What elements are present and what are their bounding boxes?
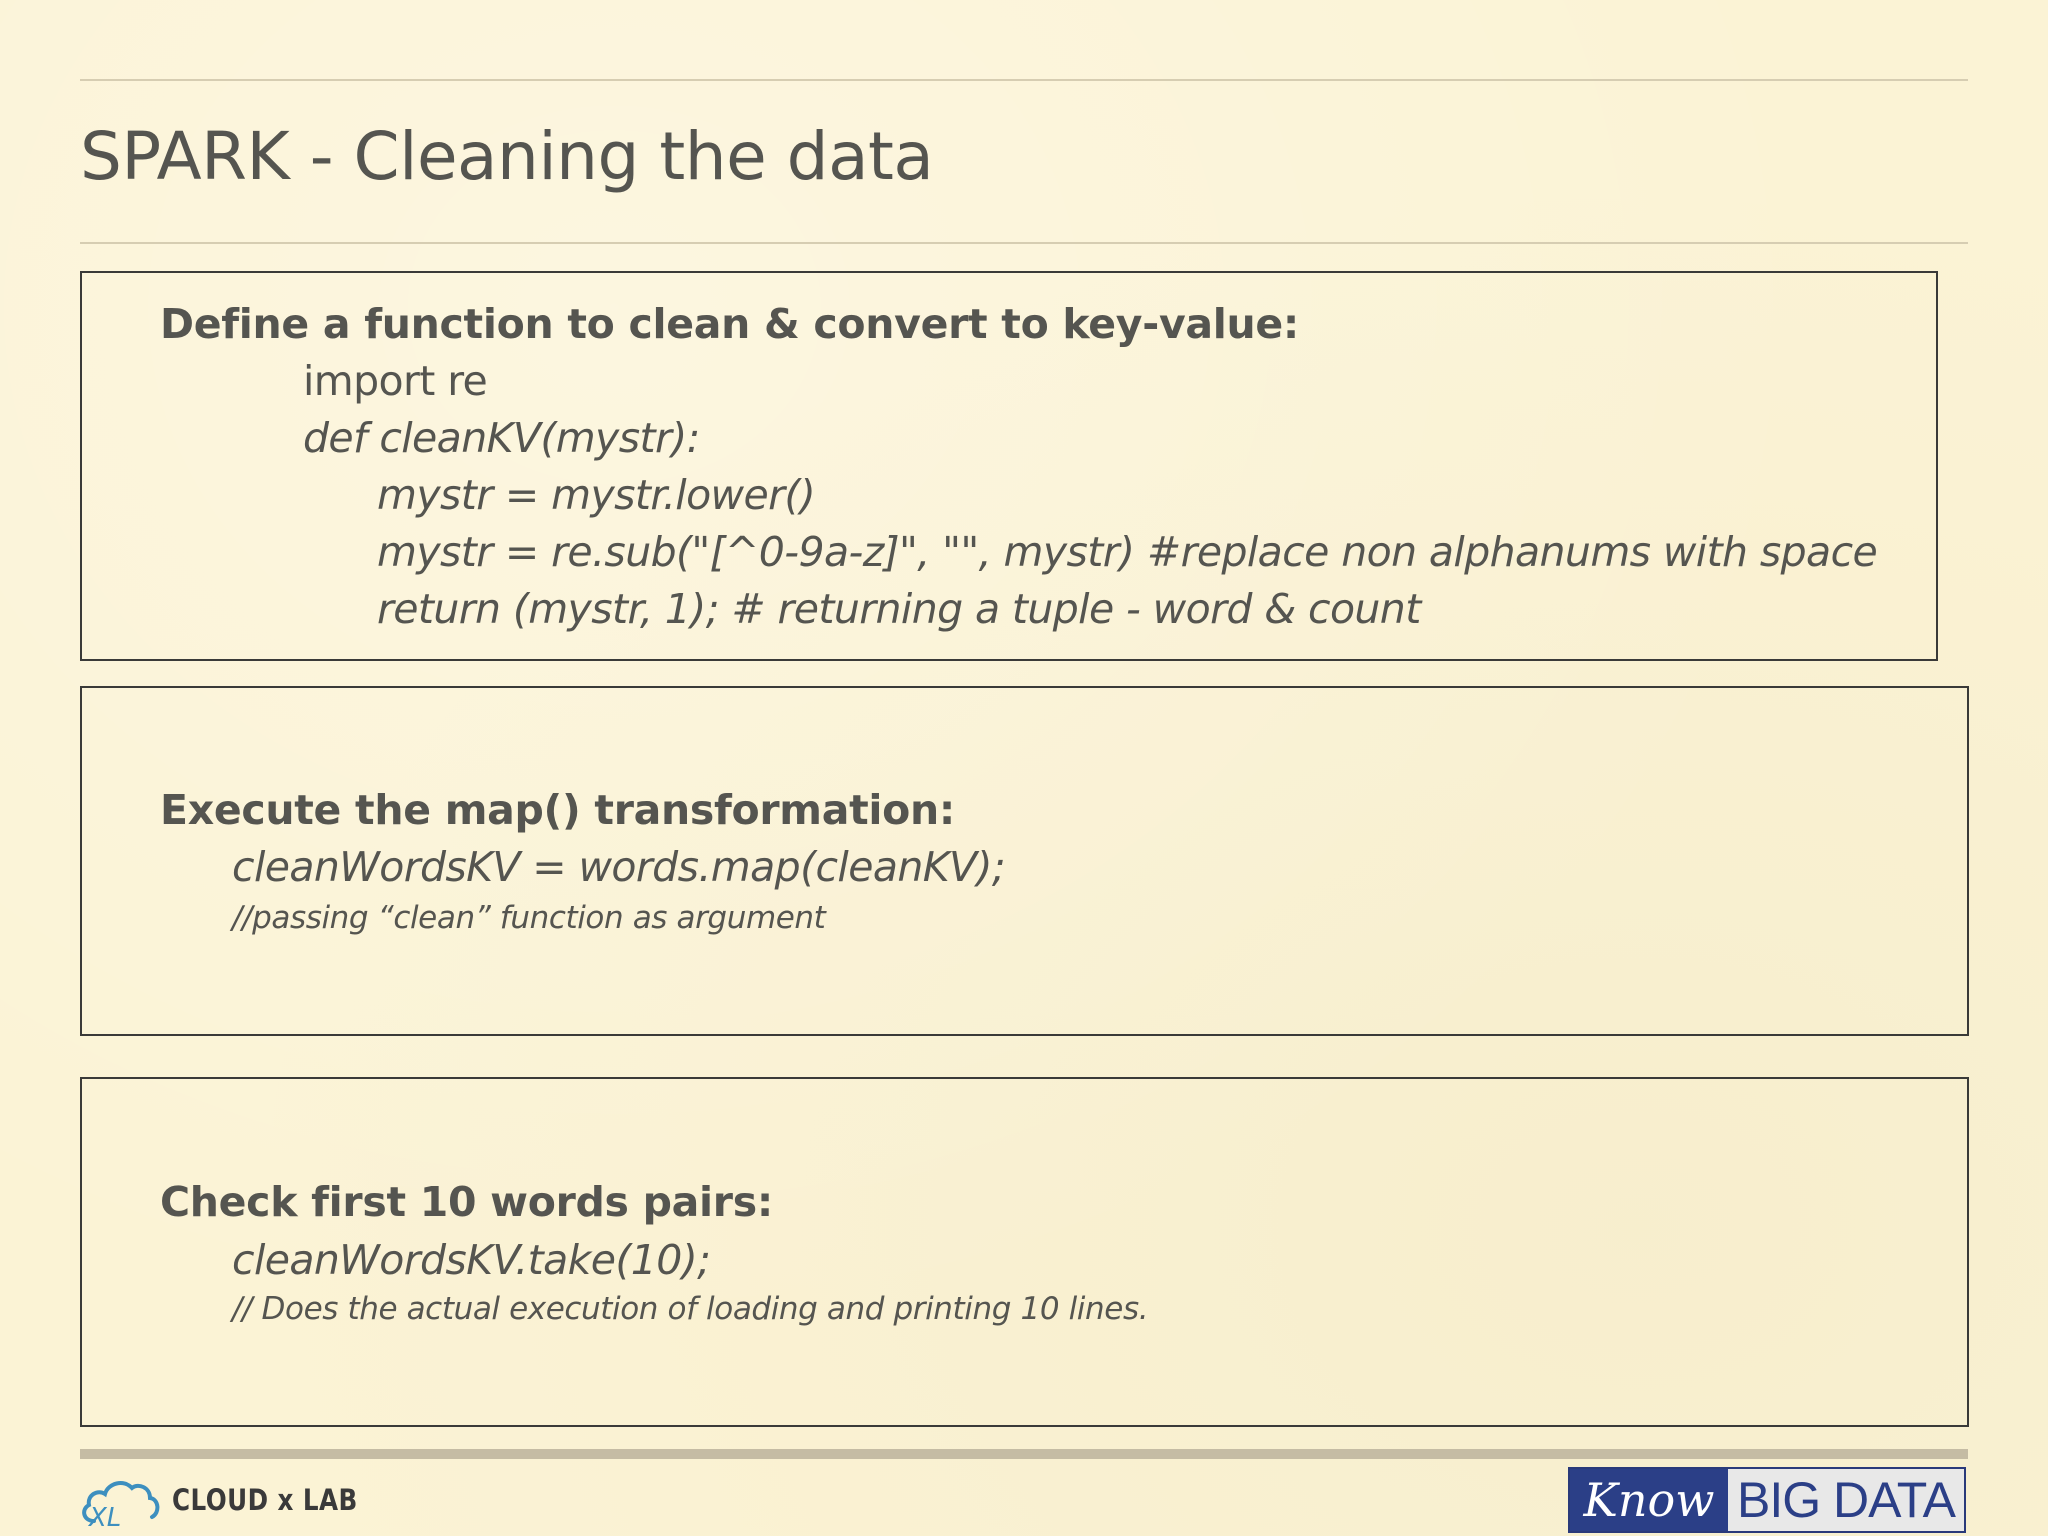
code-line-def: def cleanKV(mystr): [303, 414, 700, 462]
map-comment: //passing “clean” function as argument [232, 900, 826, 936]
map-transformation-heading: Execute the map() transformation: [160, 786, 955, 834]
cloudxlab-logo [80, 1470, 390, 1530]
map-code-line: cleanWordsKV = words.map(cleanKV); [232, 843, 1006, 891]
define-function-heading: Define a function to clean & convert to key-value: [160, 300, 1299, 348]
footer-divider [80, 1449, 1968, 1459]
slide-title: SPARK - Cleaning the data [80, 118, 934, 195]
take-heading: Check first 10 words pairs: [160, 1178, 773, 1226]
take-comment: // Does the actual execution of loading and printing 10 lines. [232, 1291, 1149, 1327]
cloud-icon [80, 1471, 162, 1529]
code-line-return: return (mystr, 1); # returning a tuple - word & count [377, 585, 1421, 633]
big-data-logo-part: BIG DATA [1728, 1469, 1964, 1531]
take-code-line: cleanWordsKV.take(10); [232, 1236, 711, 1284]
code-line-lower: mystr = mystr.lower() [377, 471, 816, 519]
svg-text:XL: XL [89, 1503, 122, 1529]
know-big-data-logo [1568, 1467, 1966, 1533]
title-divider [80, 242, 1968, 244]
cloudxlab-logo-text: CLOUD x LAB [172, 1483, 358, 1517]
top-divider [80, 79, 1968, 81]
know-logo-part: Know [1570, 1469, 1728, 1531]
code-line-import: import re [303, 357, 488, 405]
code-line-resub: mystr = re.sub("[^0-9a-z]", "", mystr) #replace non alphanums with space [377, 528, 1878, 576]
